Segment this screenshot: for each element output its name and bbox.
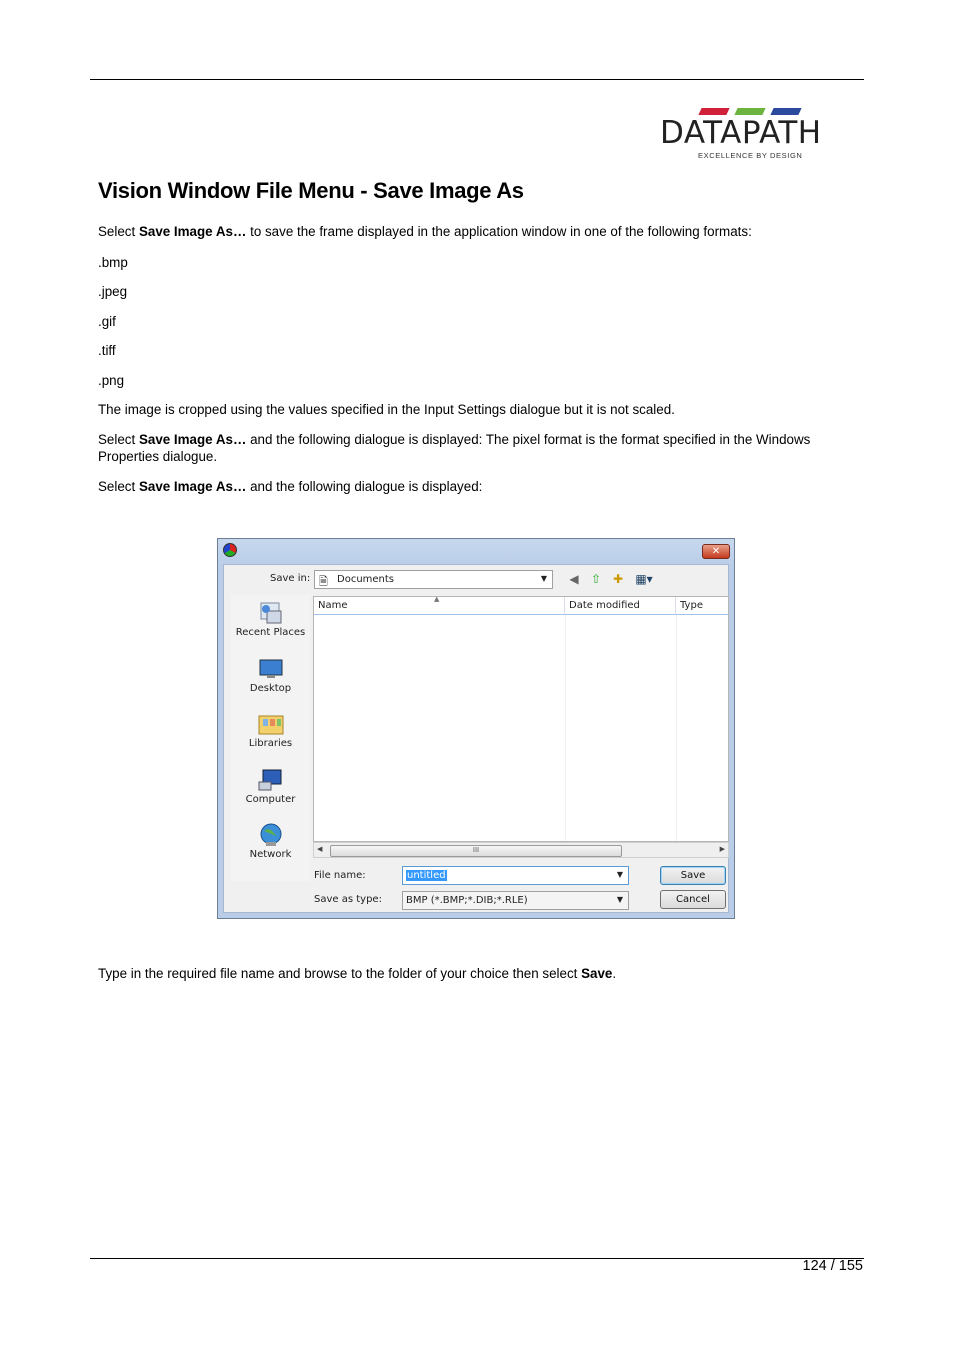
network-icon [257, 823, 285, 847]
place-desktop[interactable]: Desktop [231, 657, 310, 694]
intro-paragraph: Select Save Image As… to save the frame displayed in the application window in one of the following formats: [98, 224, 752, 239]
crop-note: The image is cropped using the values specified in the Input Settings dialogue but it is not scaled. [98, 402, 675, 417]
format-tiff: .tiff [98, 343, 116, 358]
places-bar [231, 595, 310, 881]
save-as-type-dropdown[interactable] [402, 891, 629, 910]
place-computer[interactable]: Computer [231, 768, 310, 805]
footer-rule [90, 1258, 864, 1259]
save-in-dropdown[interactable] [314, 570, 553, 589]
column-type[interactable]: Type [676, 597, 728, 615]
chevron-down-icon: ▼ [616, 870, 623, 879]
scroll-left-icon[interactable]: ◀ [317, 845, 323, 853]
sort-ascending-icon: ▲ [434, 595, 440, 603]
header-rule [90, 79, 864, 80]
closing-paragraph: Type in the required file name and browse to the folder of your choice then select Save. [98, 966, 617, 981]
column-divider-1 [565, 615, 566, 841]
place-libraries[interactable]: Libraries [231, 712, 310, 749]
dialog-body [223, 564, 729, 913]
save-as-type-value: BMP (*.BMP;*.DIB;*.RLE) [406, 895, 528, 906]
view-menu-icon[interactable]: ▦▾ [635, 572, 653, 586]
column-divider-2 [676, 615, 677, 841]
file-name-label: File name: [314, 870, 366, 881]
pixel-format-paragraph: Select Save Image As… and the following dialogue is displayed: The pixel format is the format specified in the Windows Properties dialogue. [98, 432, 811, 464]
logo-word: DATAPATH [660, 115, 822, 151]
save-image-dialog [217, 538, 735, 919]
folder-icon: 🗎 [319, 575, 328, 588]
dialog-titlebar[interactable] [218, 539, 734, 563]
format-gif: .gif [98, 314, 116, 329]
format-png: .png [98, 373, 125, 388]
scroll-right-icon[interactable]: ▶ [719, 845, 725, 853]
scrollbar-thumb[interactable]: III [330, 845, 622, 857]
save-as-type-label: Save as type: [314, 894, 382, 905]
save-button[interactable]: Save [660, 866, 726, 885]
chevron-down-icon: ▼ [616, 895, 623, 904]
logo-color-bars [700, 108, 800, 115]
datapath-logo [660, 106, 836, 162]
back-icon[interactable]: ◀ [569, 572, 579, 586]
place-network[interactable]: Network [231, 823, 310, 860]
logo-bar-red [698, 108, 729, 115]
file-list[interactable] [313, 596, 729, 842]
computer-icon [257, 768, 285, 792]
up-folder-icon[interactable]: ⇧ [590, 572, 602, 586]
file-name-value: untitled [407, 870, 446, 881]
horizontal-scrollbar[interactable] [313, 842, 729, 858]
page-number: 124 / 155 [802, 1258, 863, 1274]
close-button[interactable]: ✕ [702, 544, 730, 559]
logo-bar-green [734, 108, 765, 115]
format-jpeg: .jpeg [98, 284, 128, 299]
logo-tagline: EXCELLENCE BY DESIGN [698, 151, 803, 160]
dialog-intro-paragraph: Select Save Image As… and the following dialogue is displayed: [98, 479, 483, 494]
recent-places-icon [257, 601, 285, 625]
save-in-label: Save in: [270, 573, 311, 584]
chevron-down-icon: ▼ [540, 574, 547, 583]
new-folder-icon[interactable]: ✚ [612, 572, 624, 586]
libraries-icon [257, 712, 285, 736]
column-name[interactable]: Name [314, 597, 565, 615]
app-icon [223, 543, 237, 557]
page-title: Vision Window File Menu - Save Image As [98, 178, 524, 203]
column-date-modified[interactable]: Date modified [565, 597, 676, 615]
file-name-input[interactable] [402, 866, 629, 885]
save-in-value: Documents [337, 574, 395, 585]
place-recent-places[interactable]: Recent Places [231, 601, 310, 638]
logo-bar-blue [770, 108, 801, 115]
desktop-icon [257, 657, 285, 681]
format-bmp: .bmp [98, 255, 128, 270]
cancel-button[interactable]: Cancel [660, 890, 726, 909]
